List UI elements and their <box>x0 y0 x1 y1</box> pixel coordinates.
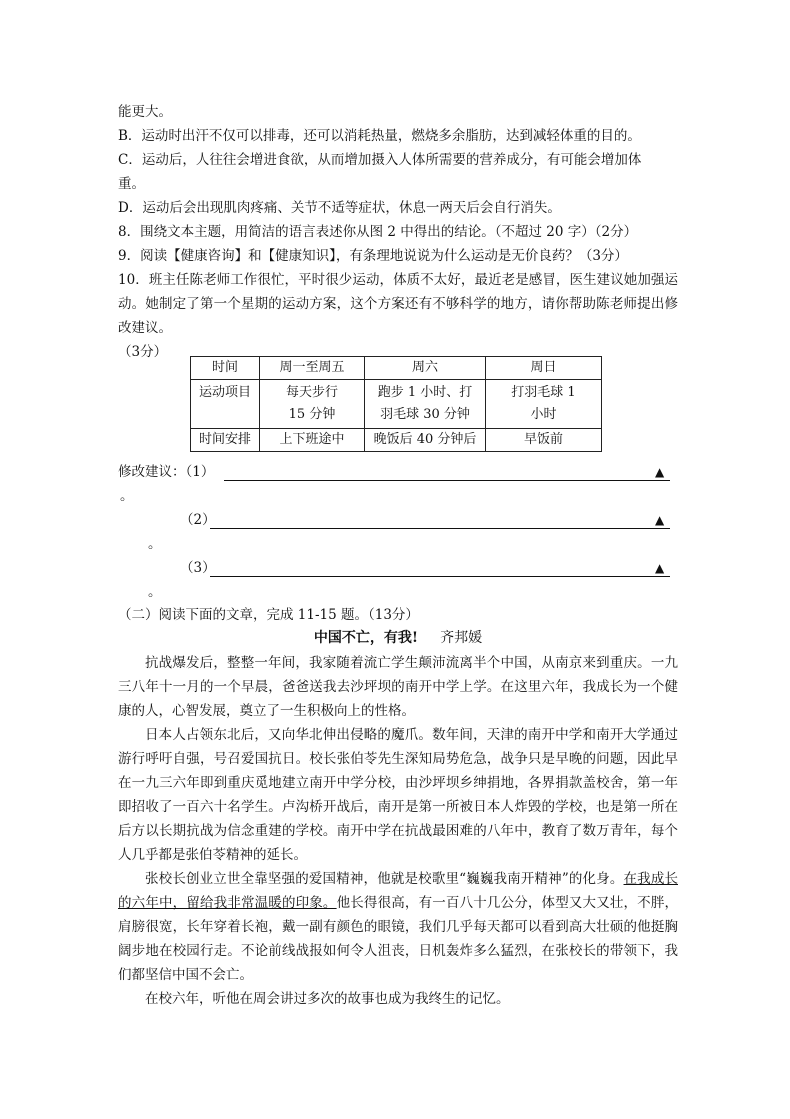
option-b: B．运动时出汗不仅可以排毒，还可以消耗热量，燃烧多余脂肪，达到减轻体重的目的。 <box>118 128 641 144</box>
article-paragraph-2: 日本人占领东北后，又向华北伸出侵略的魔爪。数年间，天津的南开中学和南开大学通过游行呼吁自强，号召爱国抗日。校长张伯苓先生深知局势危急，战争只是早晚的问题，因此早在一九三六年即到重庆觅地建立南开中学分校，由沙坪坝乡绅捐地，各界捐款盖校舍，第一年即招收了一百六十名学生。卢沟桥开战后，南开是第一所被日本人炸毁的学校，也是第一所在后方以长期抗战为信念重建的学校。南开中学在抗战最困难的八年中，教育了数万青年，每个人几乎都是张伯苓精神的延长。 <box>118 727 678 863</box>
paragraph-3-start: 张校长创业立世全靠坚强的爱国精神，他就是校歌里“巍巍我南开精神”的化身。 <box>145 871 624 887</box>
underlined-sentence: 在我成长的六年中，留给我非常温暖的印象。 <box>118 871 678 911</box>
suggestion-1 <box>118 462 678 482</box>
triangle-icon: ▲ <box>655 465 665 479</box>
table-row-label: 时间安排 <box>191 429 260 452</box>
article-paragraph-3 <box>118 867 678 987</box>
suggestion-number: （3） <box>180 560 216 576</box>
triangle-icon: ▲ <box>655 513 665 527</box>
end-mark: 。 <box>148 584 162 600</box>
suggestion-1-answer-line[interactable] <box>224 480 670 481</box>
option-a-end: 能更大。 <box>118 104 172 120</box>
article-paragraph-4: 在校六年，听他在周会讲过多次的故事也成为我终生的记忆。 <box>145 991 510 1007</box>
table-header-cell: 周六 <box>365 357 486 380</box>
exercise-plan-table <box>190 356 602 452</box>
question-10-score: （3分） <box>118 344 168 360</box>
table-header-cell: 周日 <box>486 357 602 380</box>
end-mark: 。 <box>148 536 162 552</box>
article-title-text: 中国不亡，有我! <box>313 630 419 646</box>
suggestion-number: （1） <box>185 464 215 480</box>
article-author: 齐邦媛 <box>440 630 483 646</box>
section-2-heading: （二）阅读下面的文章，完成 11-15 题。（13分） <box>118 607 419 623</box>
question-10: 10．班主任陈老师工作很忙，平时很少运动，体质不太好，最近老是感冒，医生建议她加强运动。她制定了第一个星期的运动方案，这个方案还有不够科学的地方，请你帮助陈老师提出修改建议。 <box>118 272 678 336</box>
table-cell: 早饭前 <box>486 429 602 452</box>
table-cell: 跑步 1 小时、打羽毛球 30 分钟 <box>365 380 486 429</box>
table-cell: 上下班途中 <box>260 429 365 452</box>
suggestion-2 <box>180 510 678 530</box>
table-cell: 每天步行 15 分钟 <box>260 380 365 429</box>
article-paragraph-1: 抗战爆发后，整整一年间，我家随着流亡学生颠沛流离半个中国，从南京来到重庆。一九三八年十一月的一个早晨，爸爸送我去沙坪坝的南开中学上学。在这里六年，我成长为一个健康的人，心智发展，奠立了一生积极向上的性格。 <box>118 655 678 719</box>
end-mark: 。 <box>120 488 134 504</box>
table-cell: 晚饭后 40 分钟后 <box>365 429 486 452</box>
table-row <box>191 429 602 452</box>
table-header-cell: 周一至周五 <box>260 357 365 380</box>
suggestion-2-answer-line[interactable] <box>210 528 670 529</box>
question-9: 9．阅读【健康咨询】和【健康知识】，有条理地说说为什么运动是无价良药？（3分） <box>118 248 628 264</box>
article-title <box>118 628 678 648</box>
suggestion-number: （2） <box>180 512 216 528</box>
option-c-line1: C．运动后，人往往会增进食欲，从而增加摄入人体所需要的营养成分，有可能会增加体 <box>118 152 642 168</box>
triangle-icon: ▲ <box>655 561 665 575</box>
table-cell: 打羽毛球 1 小时 <box>486 380 602 429</box>
suggestion-3 <box>180 558 678 578</box>
table-row <box>191 380 602 429</box>
table-row-label: 运动项目 <box>191 380 260 429</box>
suggestion-3-answer-line[interactable] <box>210 576 670 577</box>
option-c-line2: 重。 <box>118 176 145 192</box>
suggestion-label: 修改建议：（1） <box>118 464 215 480</box>
question-8: 8．围绕文本主题，用简洁的语言表述你从图 2 中得出的结论。（不超过 20 字）（2分） <box>118 224 638 240</box>
table-header-row <box>191 357 602 380</box>
option-d: D．运动后会出现肌肉疼痛、关节不适等症状，休息一两天后会自行消失。 <box>118 200 561 216</box>
paragraph-3-rest: 他长得很高，有一百八十几公分，体型又大又壮，不胖，肩膀很宽，长年穿着长袍，戴一副有颜色的眼镜，我们几乎每天都可以看到高大壮硕的他挺胸阔步地在校园行走。不论前线战报如何令人沮丧，日机轰炸多么猛烈，在张校长的带领下，我们都坚信中国不会亡。 <box>118 895 679 983</box>
table-header-cell: 时间 <box>191 357 260 380</box>
